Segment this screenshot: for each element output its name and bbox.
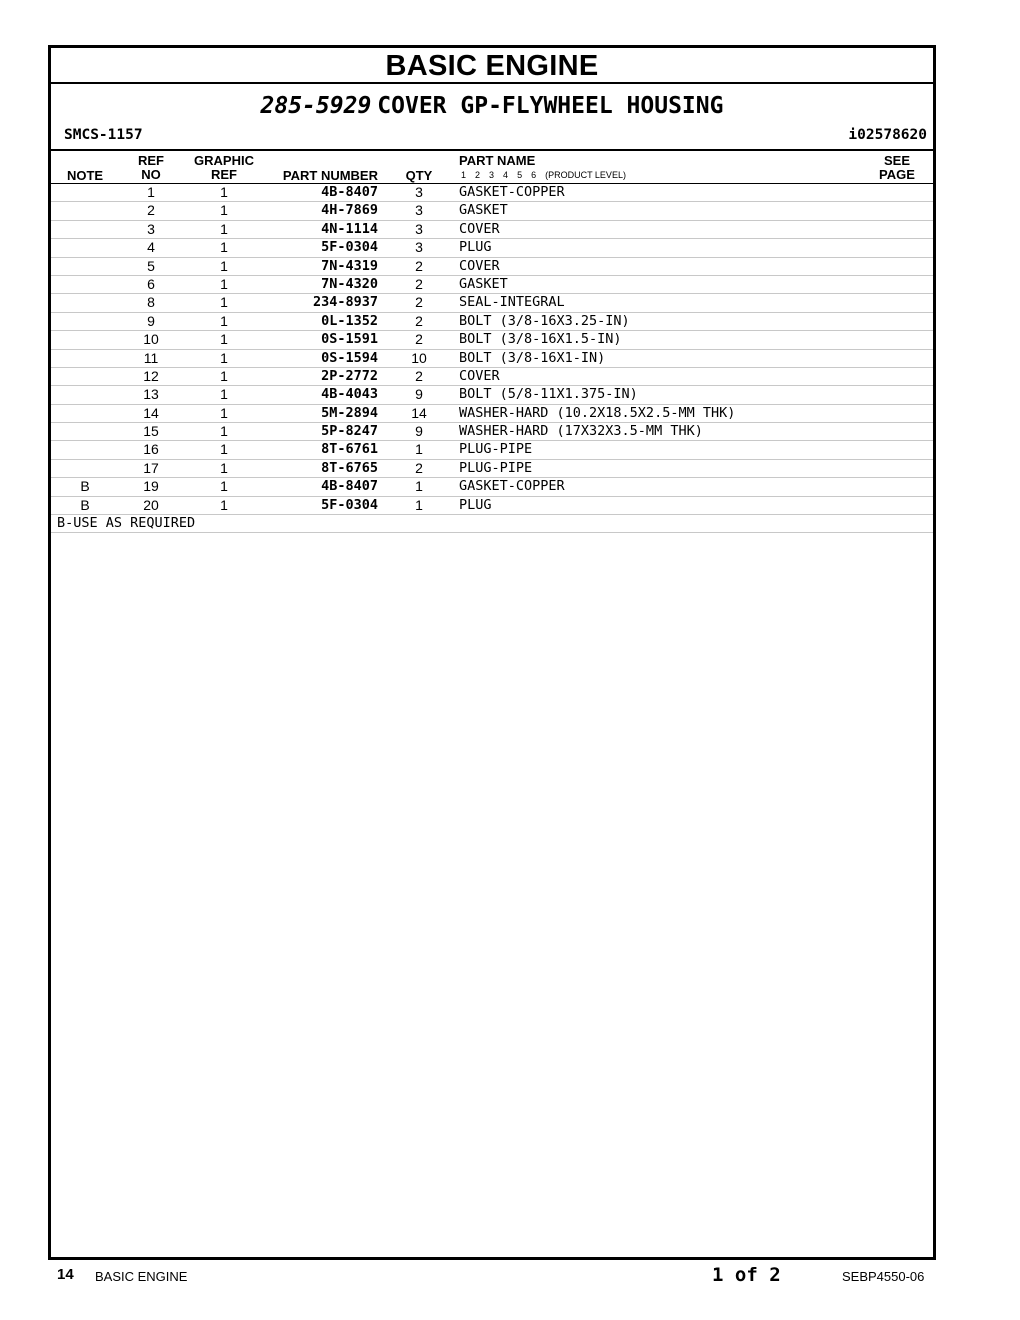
cell-qty: 14 xyxy=(411,404,427,421)
table-row xyxy=(51,239,933,257)
cell-ref-no: 10 xyxy=(143,331,159,348)
table-row xyxy=(51,258,933,276)
cell-graphic-ref: 1 xyxy=(220,441,228,458)
cell-graphic-ref: 1 xyxy=(220,275,228,292)
cell-graphic-ref: 1 xyxy=(220,349,228,366)
cell-part-name: COVER xyxy=(459,220,500,237)
cell-ref-no: 15 xyxy=(143,423,159,440)
col-header-graphic-line2: REF xyxy=(211,167,237,182)
table-row xyxy=(51,202,933,220)
cell-ref-no: 17 xyxy=(143,459,159,476)
cell-part-number: 7N-4320 xyxy=(321,275,378,292)
cell-part-number: 5F-0304 xyxy=(321,496,378,513)
cell-ref-no: 8 xyxy=(147,294,155,311)
parts-page-frame xyxy=(48,45,936,1260)
footer-page-number: 14 xyxy=(57,1266,74,1283)
col-header-part-name: PART NAME xyxy=(459,153,536,168)
cell-ref-no: 5 xyxy=(147,257,155,274)
table-header xyxy=(51,151,933,184)
table-row xyxy=(51,368,933,386)
cell-ref-no: 3 xyxy=(147,220,155,237)
cell-graphic-ref: 1 xyxy=(220,220,228,237)
level-4: 4 xyxy=(503,170,509,180)
cell-part-name: GASKET-COPPER xyxy=(459,478,565,495)
table-row xyxy=(51,386,933,404)
cell-qty: 1 xyxy=(415,441,423,458)
cell-ref-no: 16 xyxy=(143,441,159,458)
cell-qty: 2 xyxy=(415,257,423,274)
cell-part-number: 5F-0304 xyxy=(321,239,378,256)
table-row xyxy=(51,478,933,496)
cell-ref-no: 14 xyxy=(143,404,159,421)
cell-qty: 1 xyxy=(415,496,423,513)
table-row xyxy=(51,331,933,349)
cell-ref-no: 9 xyxy=(147,312,155,329)
cell-qty: 2 xyxy=(415,294,423,311)
col-header-see-line1: SEE xyxy=(883,153,910,168)
cell-part-name: COVER xyxy=(459,367,500,384)
level-1: 1 xyxy=(461,170,467,180)
cell-part-name: PLUG-PIPE xyxy=(459,459,533,476)
cell-graphic-ref: 1 xyxy=(220,496,228,513)
level-2: 2 xyxy=(475,170,481,180)
cell-ref-no: 6 xyxy=(147,275,155,292)
cell-part-number: 4B-8407 xyxy=(321,478,378,495)
group-title xyxy=(51,84,933,124)
footer-section: BASIC ENGINE xyxy=(95,1269,188,1284)
cell-part-name: BOLT (3/8-16X3.25-IN) xyxy=(459,312,630,329)
footer-sheet: 1 of 2 xyxy=(712,1264,781,1286)
cell-graphic-ref: 1 xyxy=(220,478,228,495)
footer-doc-id: SEBP4550-06 xyxy=(842,1269,925,1284)
cell-part-name: BOLT (3/8-16X1.5-IN) xyxy=(459,331,622,348)
cell-part-number: 4H-7869 xyxy=(321,202,378,219)
cell-part-number: 4B-4043 xyxy=(321,386,378,403)
illustration-id: i02578620 xyxy=(848,127,927,143)
cell-qty: 2 xyxy=(415,312,423,329)
cell-graphic-ref: 1 xyxy=(220,239,228,256)
cell-qty: 2 xyxy=(415,459,423,476)
cell-qty: 9 xyxy=(415,386,423,403)
cell-part-name: GASKET xyxy=(459,275,508,292)
cell-graphic-ref: 1 xyxy=(220,386,228,403)
level-5: 5 xyxy=(517,170,523,180)
cell-part-number: 7N-4319 xyxy=(321,257,378,274)
section-title: BASIC ENGINE xyxy=(51,48,933,84)
cell-part-name: PLUG-PIPE xyxy=(459,441,533,458)
col-header-ref-line2: NO xyxy=(141,167,161,182)
parts-table-body xyxy=(51,184,933,515)
cell-qty: 3 xyxy=(415,239,423,256)
cell-ref-no: 20 xyxy=(143,496,159,513)
cell-graphic-ref: 1 xyxy=(220,423,228,440)
group-name: COVER GP-FLYWHEEL HOUSING xyxy=(377,93,724,119)
cell-qty: 1 xyxy=(415,478,423,495)
cell-graphic-ref: 1 xyxy=(220,294,228,311)
cell-qty: 3 xyxy=(415,202,423,219)
cell-part-name: WASHER-HARD (17X32X3.5-MM THK) xyxy=(459,423,703,440)
cell-ref-no: 11 xyxy=(143,349,159,366)
cell-part-number: 2P-2772 xyxy=(321,367,378,384)
cell-qty: 10 xyxy=(411,349,427,366)
table-row xyxy=(51,497,933,515)
table-row xyxy=(51,350,933,368)
cell-graphic-ref: 1 xyxy=(220,257,228,274)
cell-ref-no: 19 xyxy=(143,478,159,495)
table-row xyxy=(51,405,933,423)
cell-qty: 3 xyxy=(415,220,423,237)
col-header-product-levels xyxy=(461,170,626,180)
cell-part-number: 5P-8247 xyxy=(321,423,378,440)
table-row xyxy=(51,423,933,441)
cell-part-number: 5M-2894 xyxy=(321,404,378,421)
cell-graphic-ref: 1 xyxy=(220,202,228,219)
cell-part-name: COVER xyxy=(459,257,500,274)
table-row xyxy=(51,460,933,478)
cell-ref-no: 4 xyxy=(147,239,155,256)
cell-graphic-ref: 1 xyxy=(220,459,228,476)
table-row xyxy=(51,441,933,459)
table-row xyxy=(51,294,933,312)
col-header-note: NOTE xyxy=(66,168,104,183)
col-header-graphic-line1: GRAPHIC xyxy=(194,153,254,168)
levels-label: (PRODUCT LEVEL) xyxy=(545,170,626,180)
cell-part-name: SEAL-INTEGRAL xyxy=(459,294,565,311)
smcs-code: SMCS-1157 xyxy=(64,127,143,143)
col-header-see-page xyxy=(863,154,931,182)
col-header-see-line2: PAGE xyxy=(879,167,915,182)
cell-part-number: 4B-8407 xyxy=(321,184,378,200)
cell-qty: 3 xyxy=(415,184,423,200)
cell-graphic-ref: 1 xyxy=(220,404,228,421)
col-header-ref-line1: REF xyxy=(138,153,164,168)
footnote: B-USE AS REQUIRED xyxy=(51,515,933,533)
cell-qty: 2 xyxy=(415,275,423,292)
cell-ref-no: 1 xyxy=(147,184,155,200)
cell-part-name: WASHER-HARD (10.2X18.5X2.5-MM THK) xyxy=(459,404,736,421)
table-row xyxy=(51,184,933,202)
cell-graphic-ref: 1 xyxy=(220,367,228,384)
cell-graphic-ref: 1 xyxy=(220,331,228,348)
cell-note: B xyxy=(80,496,90,513)
cell-qty: 2 xyxy=(415,367,423,384)
cell-ref-no: 2 xyxy=(147,202,155,219)
table-row xyxy=(51,221,933,239)
col-header-part-number: PART NUMBER xyxy=(282,168,378,183)
level-6: 6 xyxy=(531,170,537,180)
cell-part-name: BOLT (5/8-11X1.375-IN) xyxy=(459,386,638,403)
cell-graphic-ref: 1 xyxy=(220,184,228,200)
cell-ref-no: 13 xyxy=(143,386,159,403)
cell-part-number: 0S-1594 xyxy=(321,349,378,366)
cell-part-name: PLUG xyxy=(459,239,492,256)
table-row xyxy=(51,276,933,294)
cell-note: B xyxy=(80,478,90,495)
cell-part-number: 8T-6765 xyxy=(321,459,378,476)
cell-part-number: 8T-6761 xyxy=(321,441,378,458)
level-3: 3 xyxy=(489,170,495,180)
col-header-ref-no xyxy=(131,154,171,182)
cell-graphic-ref: 1 xyxy=(220,312,228,329)
cell-part-number: 4N-1114 xyxy=(321,220,378,237)
cell-part-name: GASKET-COPPER xyxy=(459,184,565,200)
col-header-graphic-ref xyxy=(189,154,259,182)
cell-part-name: PLUG xyxy=(459,496,492,513)
cell-part-number: 0L-1352 xyxy=(321,312,378,329)
cell-part-name: GASKET xyxy=(459,202,508,219)
cell-part-number: 234-8937 xyxy=(312,294,378,311)
cell-ref-no: 12 xyxy=(143,367,159,384)
cell-part-name: BOLT (3/8-16X1-IN) xyxy=(459,349,606,366)
table-row xyxy=(51,313,933,331)
group-meta-row xyxy=(51,124,933,151)
page-footer xyxy=(0,1262,1020,1292)
cell-part-number: 0S-1591 xyxy=(321,331,378,348)
col-header-qty: QTY xyxy=(405,168,433,183)
cell-qty: 9 xyxy=(415,423,423,440)
cell-qty: 2 xyxy=(415,331,423,348)
group-part-number: 285-5929 xyxy=(260,93,372,119)
